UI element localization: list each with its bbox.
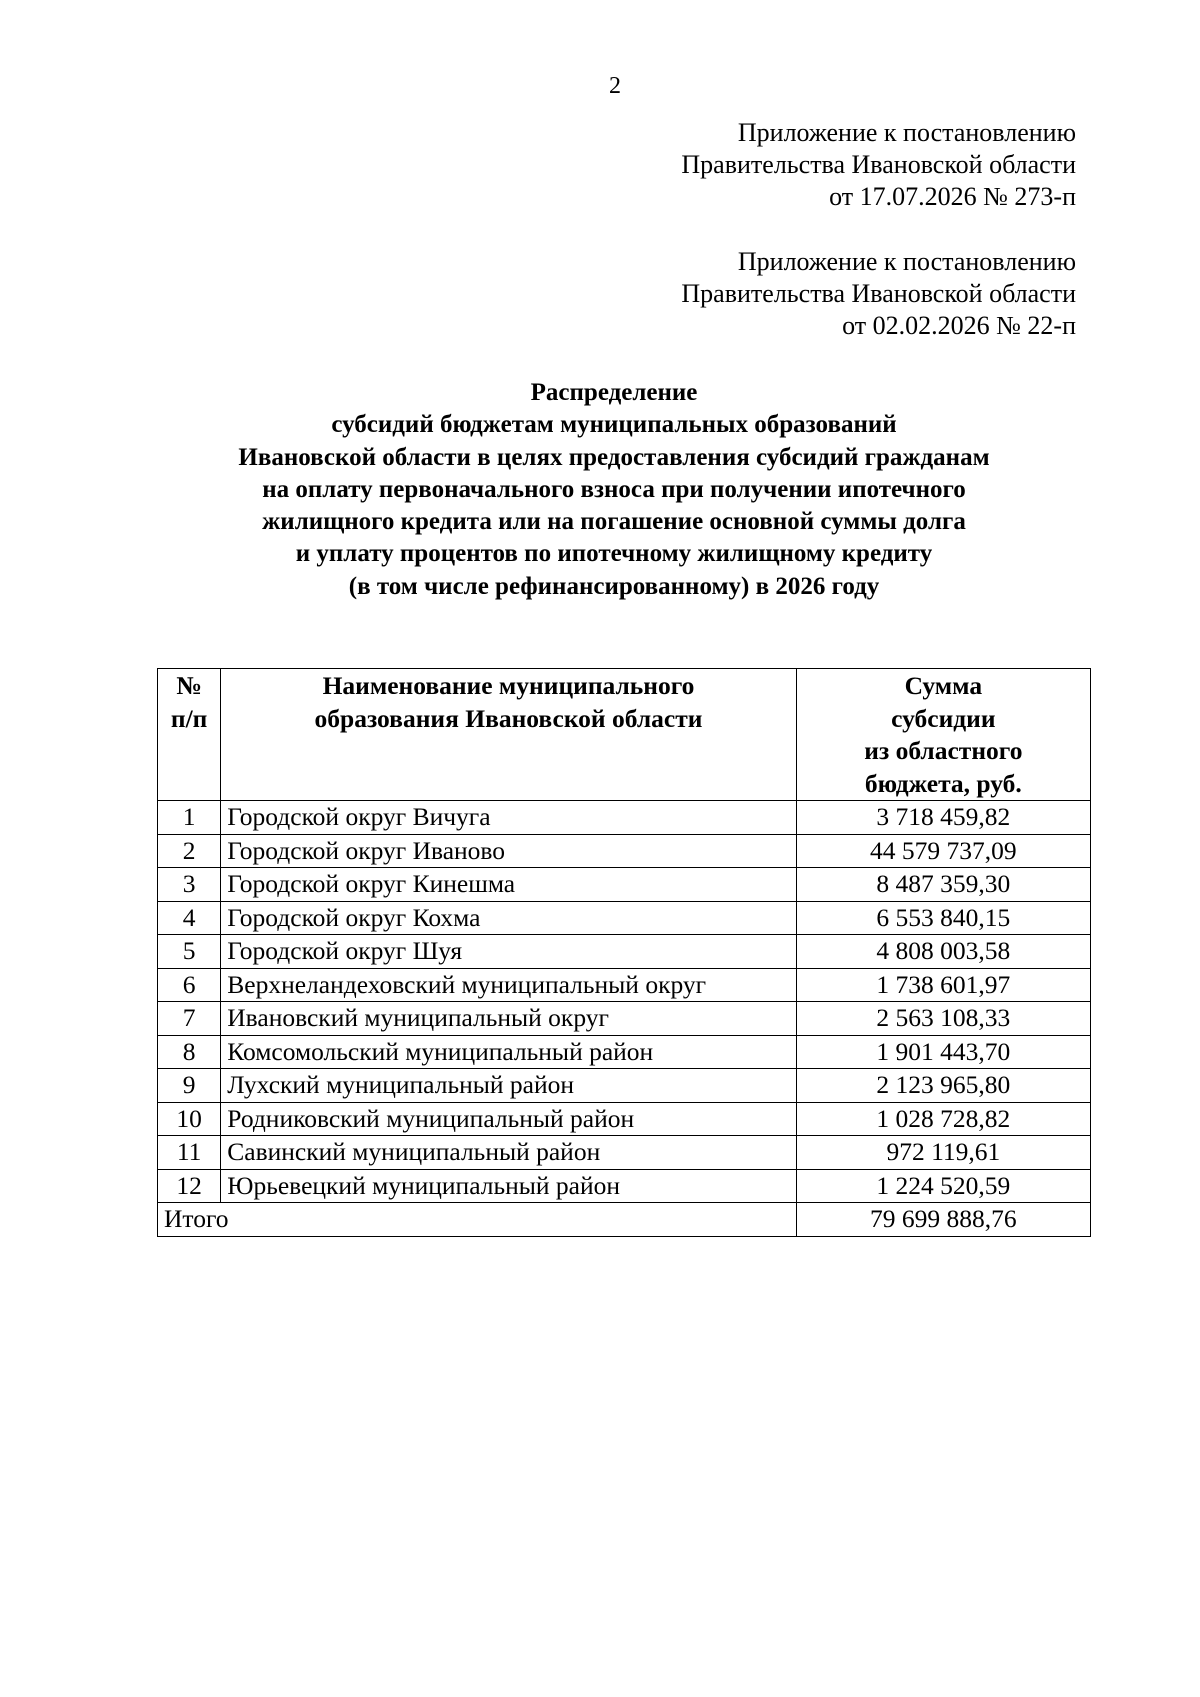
municipality-name: Родниковский муниципальный район (221, 1102, 796, 1136)
subsidy-amount: 2 123 965,80 (796, 1069, 1090, 1103)
table-row (158, 1136, 1091, 1170)
header-subsidy-amount: Сумма субсидии из областного бюджета, руб. (796, 669, 1090, 801)
title-line: субсидий бюджетам муниципальных образований (331, 411, 897, 439)
table-total-row (158, 1203, 1091, 1237)
header-municipality: Наименование муниципального образования Ивановской области (221, 669, 796, 801)
page-number: 2 (609, 73, 621, 99)
subsidy-amount: 4 808 003,58 (796, 935, 1090, 969)
municipality-name: Юрьевецкий муниципальный район (221, 1169, 796, 1203)
subsidy-amount: 8 487 359,30 (796, 868, 1090, 902)
total-amount: 79 699 888,76 (796, 1203, 1090, 1237)
table-row (158, 901, 1091, 935)
row-number: 3 (158, 868, 221, 902)
row-number: 1 (158, 801, 221, 835)
row-number: 7 (158, 1002, 221, 1036)
table-row (158, 1069, 1091, 1103)
appendix-note-original (681, 246, 1076, 342)
appendix-note-current (681, 117, 1076, 213)
appendix-date-number: от 17.07.2026 № 273-п (829, 182, 1076, 211)
table-row (158, 1002, 1091, 1036)
title-line: жилищного кредита или на погашение основной суммы долга (262, 508, 966, 536)
subsidy-amount: 1 901 443,70 (796, 1035, 1090, 1069)
table-row (158, 1102, 1091, 1136)
table-row (158, 1169, 1091, 1203)
total-label: Итого (158, 1203, 797, 1237)
table-row (158, 1035, 1091, 1069)
subsidy-amount: 6 553 840,15 (796, 901, 1090, 935)
table-row (158, 968, 1091, 1002)
subsidy-distribution-table (157, 668, 1091, 1237)
appendix-line: Приложение к постановлению (737, 247, 1076, 276)
row-number: 10 (158, 1102, 221, 1136)
row-number: 2 (158, 834, 221, 868)
municipality-name: Городской округ Шуя (221, 935, 796, 969)
municipality-name: Савинский муниципальный район (221, 1136, 796, 1170)
municipality-name: Городской округ Кинешма (221, 868, 796, 902)
title-line: (в том числе рефинансированному) в 2026 году (348, 572, 880, 600)
row-number: 4 (158, 901, 221, 935)
appendix-line: Правительства Ивановской области (681, 150, 1076, 179)
row-number: 6 (158, 968, 221, 1002)
table-header-row (158, 669, 1091, 801)
municipality-name: Городской округ Кохма (221, 901, 796, 935)
document-title (100, 377, 1128, 603)
municipality-name: Лухский муниципальный район (221, 1069, 796, 1103)
subsidy-amount: 1 738 601,97 (796, 968, 1090, 1002)
header-number: № п/п (158, 669, 221, 801)
title-line: Распределение (530, 379, 698, 406)
municipality-name: Комсомольский муниципальный район (221, 1035, 796, 1069)
table-row (158, 801, 1091, 835)
appendix-line: Приложение к постановлению (737, 118, 1076, 147)
row-number: 9 (158, 1069, 221, 1103)
municipality-name: Ивановский муниципальный округ (221, 1002, 796, 1036)
subsidy-amount: 1 224 520,59 (796, 1169, 1090, 1203)
municipality-name: Верхнеландеховский муниципальный округ (221, 968, 796, 1002)
table-row (158, 834, 1091, 868)
subsidy-amount: 44 579 737,09 (796, 834, 1090, 868)
row-number: 12 (158, 1169, 221, 1203)
municipality-name: Городской округ Иваново (221, 834, 796, 868)
table-row (158, 868, 1091, 902)
appendix-line: Правительства Ивановской области (681, 279, 1076, 308)
title-line: на оплату первоначального взноса при получении ипотечного (262, 475, 966, 503)
appendix-date-number: от 02.02.2026 № 22-п (842, 311, 1076, 340)
table-row (158, 935, 1091, 969)
subsidy-amount: 2 563 108,33 (796, 1002, 1090, 1036)
subsidy-amount: 3 718 459,82 (796, 801, 1090, 835)
title-line: Ивановской области в целях предоставления субсидий гражданам (238, 443, 990, 471)
subsidy-amount: 972 119,61 (796, 1136, 1090, 1170)
subsidy-amount: 1 028 728,82 (796, 1102, 1090, 1136)
row-number: 8 (158, 1035, 221, 1069)
municipality-name: Городской округ Вичуга (221, 801, 796, 835)
row-number: 5 (158, 935, 221, 969)
row-number: 11 (158, 1136, 221, 1170)
title-line: и уплату процентов по ипотечному жилищному кредиту (295, 540, 933, 568)
